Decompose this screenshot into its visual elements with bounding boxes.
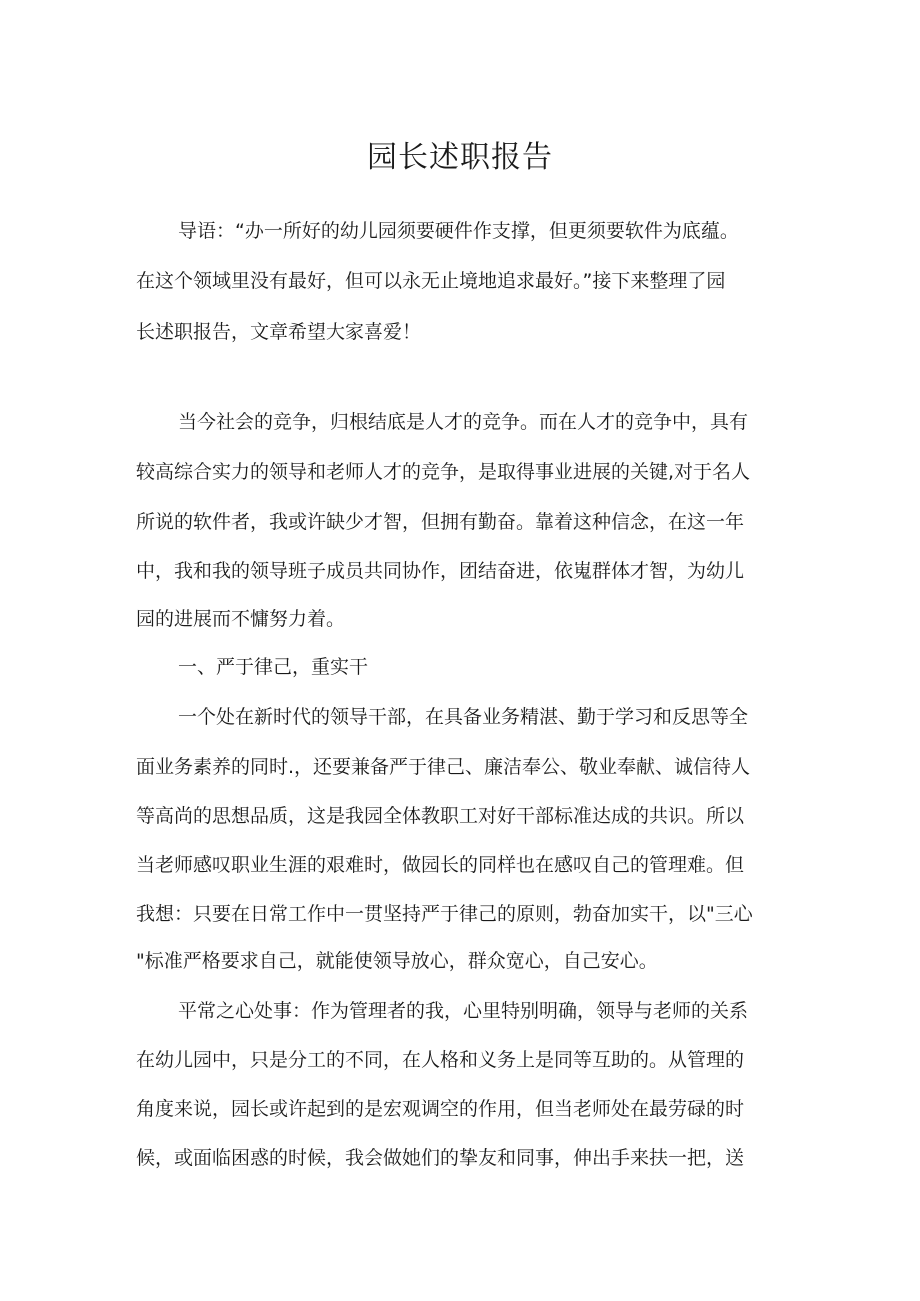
page-title: 园长述职报告 <box>367 140 553 175</box>
paragraph-line: 面业务素养的同时.，还要兼备严于律己、廉洁奉公、敬业奉献、诚信待人 <box>136 756 751 778</box>
intro-line: 长述职报告，文章希望大家喜爱！ <box>136 321 422 343</box>
paragraph-line: 所说的软件者，我或许缺少才智，但拥有勤奋。靠着这种信念，在这一年 <box>136 511 745 533</box>
paragraph-line: 当今社会的竞争，归根结底是人才的竞争。而在人才的竞争中，具有 <box>178 411 749 433</box>
paragraph-line: 平常之心处事：作为管理者的我，心里特别明确，领导与老师的关系 <box>178 1000 749 1022</box>
paragraph-line: 角度来说，园长或许起到的是宏观调空的作用，但当老师处在最劳碌的时 <box>136 1098 745 1120</box>
paragraph-line: 在幼儿园中，只是分工的不同，在人格和义务上是同等互助的。从管理的 <box>136 1049 745 1071</box>
paragraph-line: 园的进展而不慵努力着。 <box>136 608 346 630</box>
section-heading: 一、严于律己，重实干 <box>178 656 369 678</box>
paragraph-line: "标准严格要求自己，就能使领导放心，群众宽心，自己安心。 <box>136 950 658 972</box>
paragraph-line: 中，我和我的领导班子成员共同协作，团结奋进，依嵬群体才智，为幼儿 <box>136 560 745 582</box>
paragraph-line: 我想：只要在日常工作中一贯坚持严于律己的原则，勃奋加实干，以"三心 <box>136 903 753 925</box>
intro-line: 在这个领域里没有最好，但可以永无止境地追求最好。”接下来整理了园 <box>136 270 726 292</box>
intro-line: 导语：“办一所好的幼儿园须要硬件作支撑，但更须要软件为底蕴。 <box>178 220 739 242</box>
paragraph-line: 候，或面临困惑的时候，我会做她们的挚友和同事，伸出手来扶一把，送 <box>136 1147 745 1169</box>
paragraph-line: 较高综合实力的领导和老师人才的竞争，是取得事业进展的关键,对于名人 <box>136 461 751 483</box>
paragraph-line: 等高尚的思想品质，这是我园全体教职工对好干部标准达成的共识。所以 <box>136 805 745 827</box>
paragraph-line: 当老师感叹职业生涯的艰难时，做园长的同样也在感叹自己的管理难。但 <box>136 854 745 876</box>
paragraph-line: 一个处在新时代的领导干部，在具备业务精湛、勤于学习和反思等全 <box>178 706 749 728</box>
